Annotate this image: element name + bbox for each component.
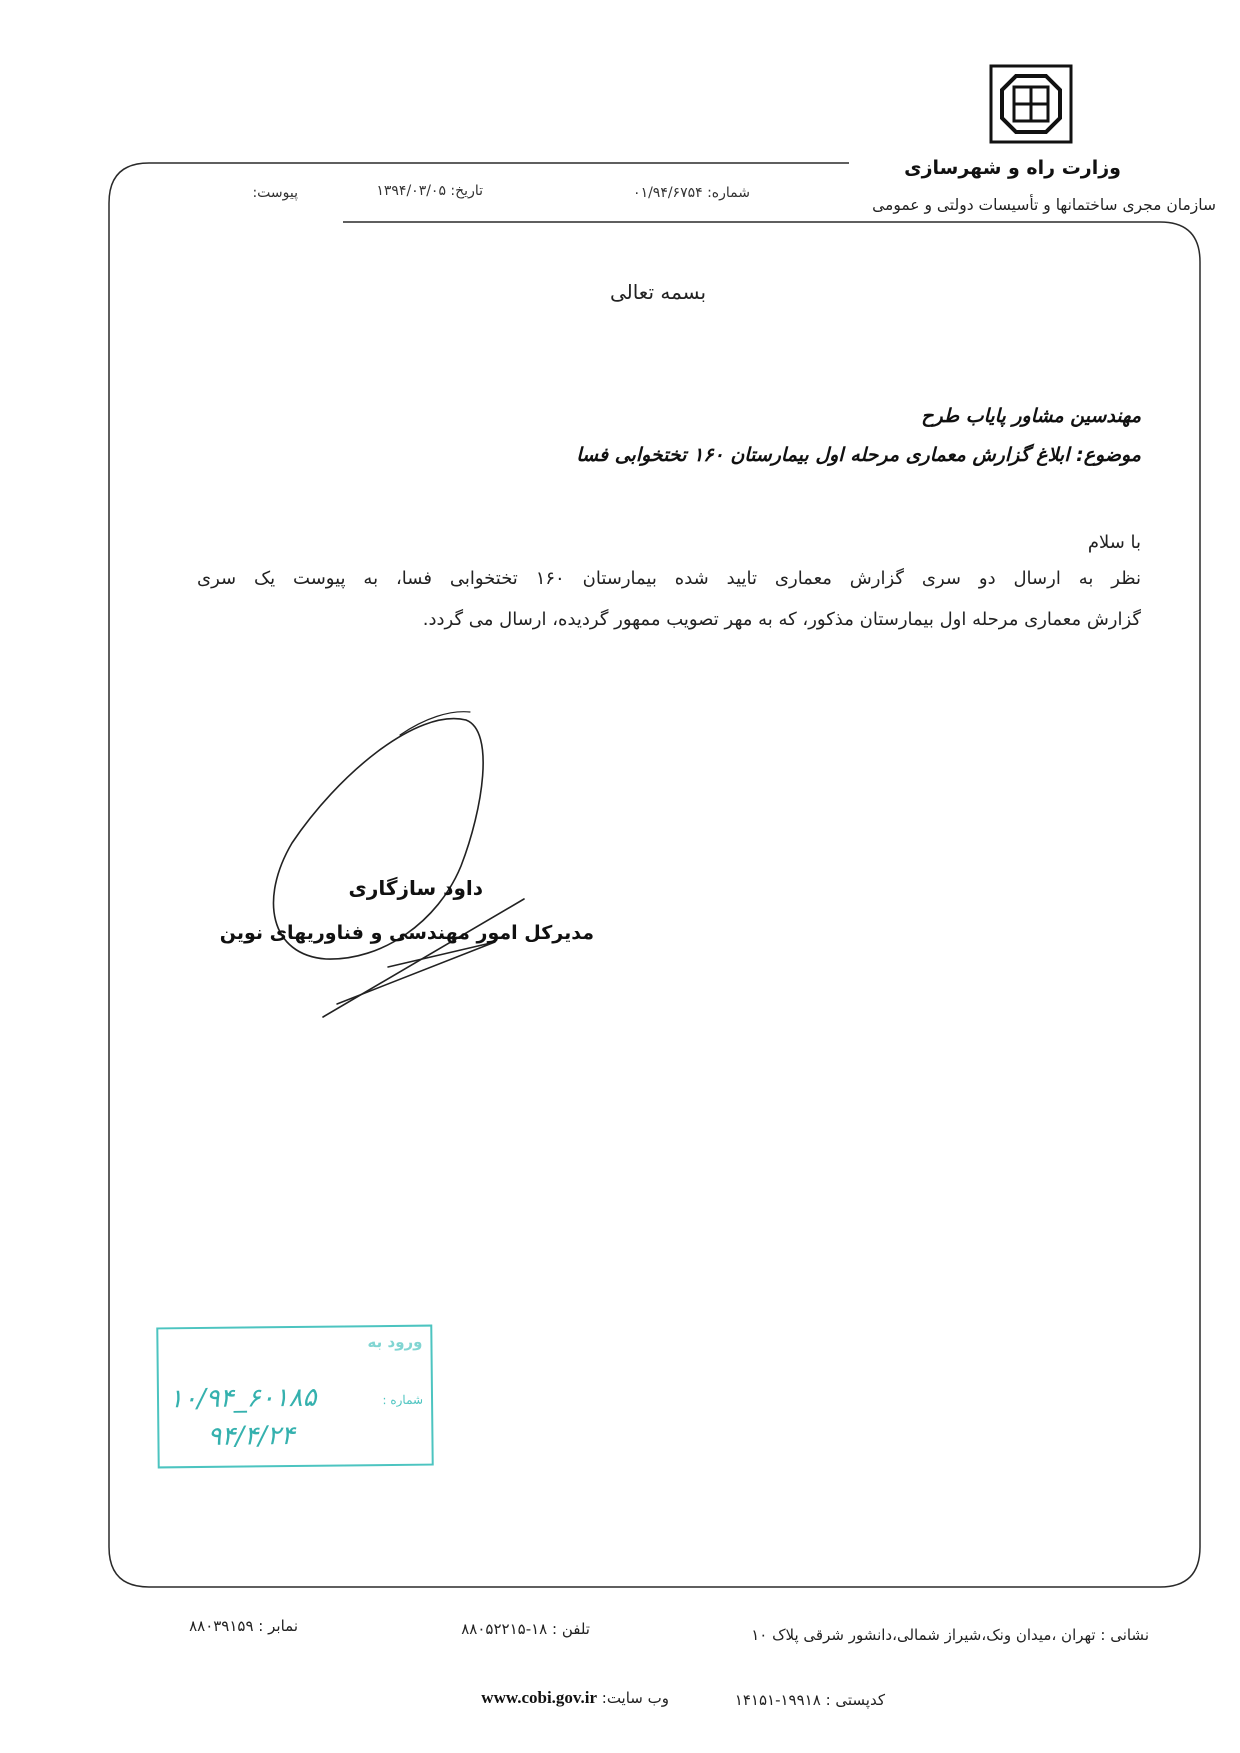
footer-fax: نمابر : ۸۸۰۳۹۱۵۹ (189, 1617, 298, 1635)
stamp-number-label: شماره : (382, 1392, 424, 1408)
body-text-line: نظر به ارسال دو سری گزارش معماری تایید شده بیمارستان ۱۶۰ تختخوابی فسا، به پیوست یک سری (197, 568, 1141, 589)
footer-phone: تلفن : ۱۸-۸۸۰۵۲۲۱۵ (461, 1620, 590, 1638)
footer-address: نشانی : تهران ،میدان ونک،شیراز شمالی،دانشور شرقی پلاک ۱۰ (751, 1626, 1149, 1644)
invocation: بسمه تعالی (609, 280, 707, 304)
footer-website-url: www.cobi.gov.ir (481, 1688, 597, 1707)
footer-website (481, 1687, 669, 1709)
subject-line: موضوع: ابلاغ گزارش معماری مرحله اول بیمارستان ۱۶۰ تختخوابی فسا (576, 444, 1141, 466)
signatory-name: داود سازگاری (348, 876, 483, 900)
footer-postal-code: کدپستی : ۱۹۹۱۸-۱۴۱۵۱ (734, 1691, 885, 1709)
stamp-number: ۱۰/۹۴_۶۰۱۸۵ (168, 1382, 317, 1415)
stamp-header: ورود به (367, 1332, 423, 1352)
body-text-line: گزارش معماری مرحله اول بیمارستان مذکور، که به مهر تصویب ممهور گردیده، ارسال می گردد. (422, 609, 1141, 630)
signatory-title: مدیرکل امور مهندسی و فناوریهای نوین (219, 922, 594, 944)
letter-date: تاریخ: ۱۳۹۴/۰۳/۰۵ (376, 183, 483, 199)
attachment-label: پیوست: (252, 185, 298, 201)
addressee: مهندسین مشاور پایاب طرح (921, 405, 1141, 427)
stamp-date: ۹۴/۴/۲۴ (207, 1421, 295, 1452)
received-stamp (156, 1325, 433, 1469)
greeting: با سلام (1087, 532, 1141, 553)
signature (220, 690, 550, 1030)
footer-website-label: وب سایت: (597, 1689, 669, 1707)
letter-number: شماره: ۰۱/۹۴/۶۷۵۴ (633, 185, 750, 201)
organization-name: سازمان مجری ساختمانها و تأسیسات دولتی و عمومی (872, 196, 1216, 214)
ministry-name: وزارت راه و شهرسازی (904, 157, 1121, 179)
ministry-logo-icon (989, 64, 1073, 144)
